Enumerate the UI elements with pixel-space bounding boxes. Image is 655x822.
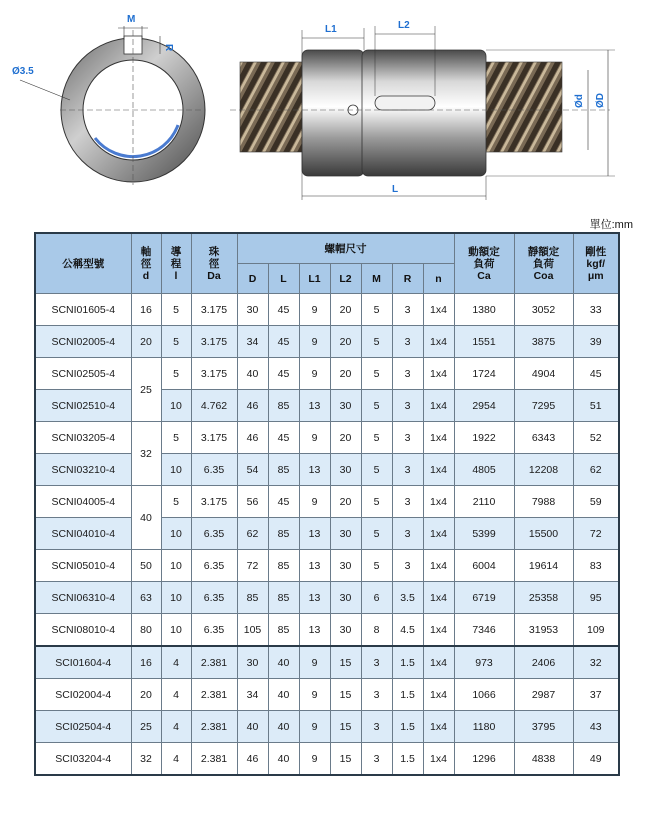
cell-ball-dia: 4.762 — [191, 390, 237, 422]
cell-static-load: 25358 — [514, 582, 573, 614]
cell-shaft-dia: 80 — [131, 614, 161, 647]
cell-rigidity: 49 — [573, 743, 619, 776]
cell-nut-L1: 9 — [299, 743, 330, 776]
cell-nut-D: 34 — [237, 326, 268, 358]
header-nut: 螺帽尺寸 — [237, 233, 454, 264]
table-row — [35, 646, 619, 679]
cell-ball-dia: 3.175 — [191, 326, 237, 358]
cell-lead: 5 — [161, 326, 191, 358]
cell-nut-R: 3.5 — [392, 582, 423, 614]
cell-nut-L: 85 — [268, 454, 299, 486]
cell-ball-dia: 2.381 — [191, 743, 237, 776]
cell-dynamic-load: 1724 — [454, 358, 514, 390]
cell-shaft-dia: 25 — [131, 358, 161, 422]
header-static-load: 靜額定 負荷 Coa — [514, 233, 573, 294]
side-view — [230, 26, 615, 200]
header-lead: 導 程 l — [161, 233, 191, 294]
cell-nut-L: 40 — [268, 711, 299, 743]
header-dynamic-load: 動額定 負荷 Ca — [454, 233, 514, 294]
cell-nut-L: 45 — [268, 326, 299, 358]
cell-shaft-dia: 25 — [131, 711, 161, 743]
cell-ball-dia: 3.175 — [191, 486, 237, 518]
cell-ball-dia: 2.381 — [191, 646, 237, 679]
cell-static-load: 4838 — [514, 743, 573, 776]
cell-model: SCI02004-4 — [35, 679, 131, 711]
cell-nut-D: 72 — [237, 550, 268, 582]
header-M: M — [361, 264, 392, 294]
cell-lead: 5 — [161, 294, 191, 326]
cell-rigidity: 83 — [573, 550, 619, 582]
cell-nut-L2: 20 — [330, 294, 361, 326]
cell-lead: 10 — [161, 582, 191, 614]
cell-nut-D: 46 — [237, 390, 268, 422]
cell-nut-L2: 30 — [330, 582, 361, 614]
cell-nut-L2: 15 — [330, 646, 361, 679]
cell-circuits: 1x4 — [423, 294, 454, 326]
cell-dynamic-load: 2954 — [454, 390, 514, 422]
cell-nut-D: 30 — [237, 646, 268, 679]
table-row — [35, 518, 619, 550]
header-L2: L2 — [330, 264, 361, 294]
cell-lead: 4 — [161, 679, 191, 711]
cell-nut-M: 5 — [361, 390, 392, 422]
cell-model: SCNI08010-4 — [35, 614, 131, 647]
cell-nut-L1: 13 — [299, 454, 330, 486]
cell-ball-dia: 6.35 — [191, 614, 237, 647]
cell-dynamic-load: 5399 — [454, 518, 514, 550]
cell-static-load: 15500 — [514, 518, 573, 550]
cell-circuits: 1x4 — [423, 743, 454, 776]
cell-lead: 5 — [161, 422, 191, 454]
cell-nut-L1: 13 — [299, 390, 330, 422]
cell-nut-M: 3 — [361, 646, 392, 679]
cell-nut-R: 3 — [392, 326, 423, 358]
cell-dynamic-load: 6004 — [454, 550, 514, 582]
header-L1: L1 — [299, 264, 330, 294]
cell-dynamic-load: 1066 — [454, 679, 514, 711]
cell-nut-R: 1.5 — [392, 646, 423, 679]
cell-rigidity: 51 — [573, 390, 619, 422]
cell-ball-dia: 6.35 — [191, 518, 237, 550]
cell-nut-D: 30 — [237, 294, 268, 326]
cell-nut-L: 40 — [268, 679, 299, 711]
spec-table — [34, 232, 620, 776]
cell-nut-L: 45 — [268, 486, 299, 518]
cell-dynamic-load: 1380 — [454, 294, 514, 326]
cell-nut-L: 40 — [268, 646, 299, 679]
cell-nut-D: 40 — [237, 711, 268, 743]
cell-nut-L2: 30 — [330, 390, 361, 422]
cell-nut-L2: 15 — [330, 711, 361, 743]
cell-shaft-dia: 32 — [131, 422, 161, 486]
cell-nut-M: 3 — [361, 711, 392, 743]
cell-ball-dia: 3.175 — [191, 294, 237, 326]
cell-nut-L: 45 — [268, 294, 299, 326]
table-row — [35, 358, 619, 390]
cell-nut-D: 34 — [237, 679, 268, 711]
dim-od: Ød — [574, 94, 585, 108]
cell-circuits: 1x4 — [423, 711, 454, 743]
cell-nut-L1: 13 — [299, 614, 330, 647]
cell-circuits: 1x4 — [423, 646, 454, 679]
cell-ball-dia: 6.35 — [191, 454, 237, 486]
cell-nut-D: 46 — [237, 422, 268, 454]
spec-table-body — [35, 294, 619, 776]
cell-nut-D: 46 — [237, 743, 268, 776]
cell-model: SCNI03205-4 — [35, 422, 131, 454]
cell-ball-dia: 2.381 — [191, 711, 237, 743]
dim-l: L — [392, 184, 399, 195]
cell-rigidity: 33 — [573, 294, 619, 326]
cell-lead: 10 — [161, 518, 191, 550]
cell-rigidity: 39 — [573, 326, 619, 358]
cell-rigidity: 95 — [573, 582, 619, 614]
header-model: 公稱型號 — [35, 233, 131, 294]
cell-dynamic-load: 973 — [454, 646, 514, 679]
cell-model: SCNI01605-4 — [35, 294, 131, 326]
cell-shaft-dia: 40 — [131, 486, 161, 550]
table-row — [35, 582, 619, 614]
cell-dynamic-load: 1551 — [454, 326, 514, 358]
cell-nut-L1: 9 — [299, 294, 330, 326]
cell-model: SCNI03210-4 — [35, 454, 131, 486]
cell-model: SCNI02505-4 — [35, 358, 131, 390]
cell-circuits: 1x4 — [423, 358, 454, 390]
cell-model: SCNI05010-4 — [35, 550, 131, 582]
cell-nut-L2: 20 — [330, 326, 361, 358]
cell-circuits: 1x4 — [423, 550, 454, 582]
cell-rigidity: 45 — [573, 358, 619, 390]
cell-nut-R: 3 — [392, 390, 423, 422]
dim-l2: L2 — [398, 20, 410, 31]
cell-nut-R: 1.5 — [392, 679, 423, 711]
cell-rigidity: 59 — [573, 486, 619, 518]
cell-nut-R: 3 — [392, 294, 423, 326]
cell-circuits: 1x4 — [423, 454, 454, 486]
cell-nut-L1: 9 — [299, 358, 330, 390]
cell-nut-L2: 30 — [330, 550, 361, 582]
cell-nut-M: 3 — [361, 743, 392, 776]
cell-lead: 5 — [161, 358, 191, 390]
cell-static-load: 3795 — [514, 711, 573, 743]
cell-nut-L2: 30 — [330, 614, 361, 647]
cell-dynamic-load: 7346 — [454, 614, 514, 647]
cell-rigidity: 109 — [573, 614, 619, 647]
cell-circuits: 1x4 — [423, 679, 454, 711]
cell-nut-L2: 20 — [330, 486, 361, 518]
table-row — [35, 486, 619, 518]
dim-hole: Ø3.5 — [12, 66, 34, 77]
table-row — [35, 679, 619, 711]
cell-nut-D: 62 — [237, 518, 268, 550]
cell-static-load: 3052 — [514, 294, 573, 326]
cell-shaft-dia: 20 — [131, 326, 161, 358]
cell-ball-dia: 6.35 — [191, 550, 237, 582]
cell-model: SCNI02510-4 — [35, 390, 131, 422]
cell-circuits: 1x4 — [423, 326, 454, 358]
cell-shaft-dia: 32 — [131, 743, 161, 776]
cell-static-load: 2987 — [514, 679, 573, 711]
cell-dynamic-load: 6719 — [454, 582, 514, 614]
cell-nut-L2: 15 — [330, 743, 361, 776]
cell-rigidity: 72 — [573, 518, 619, 550]
cell-nut-D: 56 — [237, 486, 268, 518]
cell-dynamic-load: 4805 — [454, 454, 514, 486]
table-row — [35, 550, 619, 582]
cell-static-load: 6343 — [514, 422, 573, 454]
cell-static-load: 3875 — [514, 326, 573, 358]
cell-model: SCI01604-4 — [35, 646, 131, 679]
cell-model: SCI03204-4 — [35, 743, 131, 776]
cell-nut-R: 1.5 — [392, 743, 423, 776]
ball-screw-drawing — [0, 0, 655, 215]
cell-lead: 10 — [161, 390, 191, 422]
cell-nut-D: 40 — [237, 358, 268, 390]
cell-nut-R: 3 — [392, 454, 423, 486]
table-row — [35, 614, 619, 647]
cell-nut-M: 5 — [361, 454, 392, 486]
table-row — [35, 390, 619, 422]
cell-nut-M: 5 — [361, 326, 392, 358]
cell-model: SCNI04005-4 — [35, 486, 131, 518]
cell-model: SCNI06310-4 — [35, 582, 131, 614]
cell-nut-R: 3 — [392, 550, 423, 582]
cell-dynamic-load: 1180 — [454, 711, 514, 743]
cell-nut-L1: 9 — [299, 326, 330, 358]
cell-shaft-dia: 63 — [131, 582, 161, 614]
cell-static-load: 7295 — [514, 390, 573, 422]
table-row — [35, 422, 619, 454]
cell-static-load: 7988 — [514, 486, 573, 518]
cell-nut-L: 40 — [268, 743, 299, 776]
cell-lead: 4 — [161, 646, 191, 679]
cell-rigidity: 62 — [573, 454, 619, 486]
cell-static-load: 12208 — [514, 454, 573, 486]
cell-lead: 10 — [161, 454, 191, 486]
cell-lead: 4 — [161, 711, 191, 743]
cell-nut-L: 85 — [268, 614, 299, 647]
cell-nut-M: 5 — [361, 486, 392, 518]
cell-nut-L: 85 — [268, 550, 299, 582]
cell-nut-L: 85 — [268, 390, 299, 422]
cell-lead: 4 — [161, 743, 191, 776]
dim-oD: ØD — [595, 93, 606, 108]
cell-dynamic-load: 1922 — [454, 422, 514, 454]
header-n: n — [423, 264, 454, 294]
cell-nut-R: 3 — [392, 518, 423, 550]
header-ball: 珠 徑 Da — [191, 233, 237, 294]
cell-circuits: 1x4 — [423, 582, 454, 614]
header-D: D — [237, 264, 268, 294]
cell-model: SCNI02005-4 — [35, 326, 131, 358]
cell-rigidity: 52 — [573, 422, 619, 454]
cell-nut-L: 85 — [268, 582, 299, 614]
cell-ball-dia: 3.175 — [191, 358, 237, 390]
cell-circuits: 1x4 — [423, 390, 454, 422]
cell-static-load: 31953 — [514, 614, 573, 647]
cell-nut-M: 5 — [361, 422, 392, 454]
cell-nut-M: 6 — [361, 582, 392, 614]
cell-ball-dia: 6.35 — [191, 582, 237, 614]
header-shaft: 軸 徑 d — [131, 233, 161, 294]
cell-nut-R: 4.5 — [392, 614, 423, 647]
cell-nut-D: 85 — [237, 582, 268, 614]
cell-static-load: 2406 — [514, 646, 573, 679]
cell-nut-D: 105 — [237, 614, 268, 647]
cell-model: SCNI04010-4 — [35, 518, 131, 550]
table-row — [35, 326, 619, 358]
cell-nut-L: 85 — [268, 518, 299, 550]
dim-l1: L1 — [325, 24, 337, 35]
cell-nut-L1: 9 — [299, 422, 330, 454]
cell-nut-R: 3 — [392, 358, 423, 390]
cell-ball-dia: 3.175 — [191, 422, 237, 454]
cell-nut-R: 1.5 — [392, 711, 423, 743]
cell-nut-L1: 13 — [299, 518, 330, 550]
table-row — [35, 454, 619, 486]
cell-rigidity: 37 — [573, 679, 619, 711]
cell-nut-L: 45 — [268, 358, 299, 390]
cell-nut-L2: 20 — [330, 358, 361, 390]
cell-lead: 10 — [161, 614, 191, 647]
cell-nut-R: 3 — [392, 486, 423, 518]
cell-shaft-dia: 20 — [131, 679, 161, 711]
cell-nut-L: 45 — [268, 422, 299, 454]
cell-circuits: 1x4 — [423, 422, 454, 454]
cell-nut-L1: 9 — [299, 679, 330, 711]
cell-ball-dia: 2.381 — [191, 679, 237, 711]
cell-nut-L2: 15 — [330, 679, 361, 711]
cell-nut-L2: 30 — [330, 454, 361, 486]
cell-nut-M: 8 — [361, 614, 392, 647]
header-R: R — [392, 264, 423, 294]
table-row — [35, 294, 619, 326]
cell-nut-L1: 13 — [299, 582, 330, 614]
cell-model: SCI02504-4 — [35, 711, 131, 743]
cell-shaft-dia: 50 — [131, 550, 161, 582]
cell-static-load: 4904 — [514, 358, 573, 390]
cell-nut-M: 3 — [361, 679, 392, 711]
cell-lead: 5 — [161, 486, 191, 518]
header-L: L — [268, 264, 299, 294]
table-row — [35, 743, 619, 776]
cell-nut-L1: 13 — [299, 550, 330, 582]
dim-r: R — [163, 44, 174, 52]
cell-nut-L1: 9 — [299, 711, 330, 743]
cell-circuits: 1x4 — [423, 518, 454, 550]
cell-nut-M: 5 — [361, 550, 392, 582]
cell-rigidity: 32 — [573, 646, 619, 679]
cell-circuits: 1x4 — [423, 486, 454, 518]
cell-nut-L1: 9 — [299, 646, 330, 679]
cell-nut-L1: 9 — [299, 486, 330, 518]
table-row — [35, 711, 619, 743]
cell-nut-L2: 30 — [330, 518, 361, 550]
cell-dynamic-load: 1296 — [454, 743, 514, 776]
cell-circuits: 1x4 — [423, 614, 454, 647]
header-rigidity: 剛性 kgf/ μm — [573, 233, 619, 294]
cell-nut-D: 54 — [237, 454, 268, 486]
cell-nut-M: 5 — [361, 358, 392, 390]
cell-nut-R: 3 — [392, 422, 423, 454]
end-view — [20, 26, 205, 185]
cell-rigidity: 43 — [573, 711, 619, 743]
cell-nut-M: 5 — [361, 518, 392, 550]
cell-nut-M: 5 — [361, 294, 392, 326]
cell-dynamic-load: 2110 — [454, 486, 514, 518]
cell-lead: 10 — [161, 550, 191, 582]
cell-shaft-dia: 16 — [131, 294, 161, 326]
dim-m: M — [127, 14, 136, 25]
unit-label: 單位:mm — [589, 219, 633, 231]
cell-shaft-dia: 16 — [131, 646, 161, 679]
cell-nut-L2: 20 — [330, 422, 361, 454]
cell-static-load: 19614 — [514, 550, 573, 582]
